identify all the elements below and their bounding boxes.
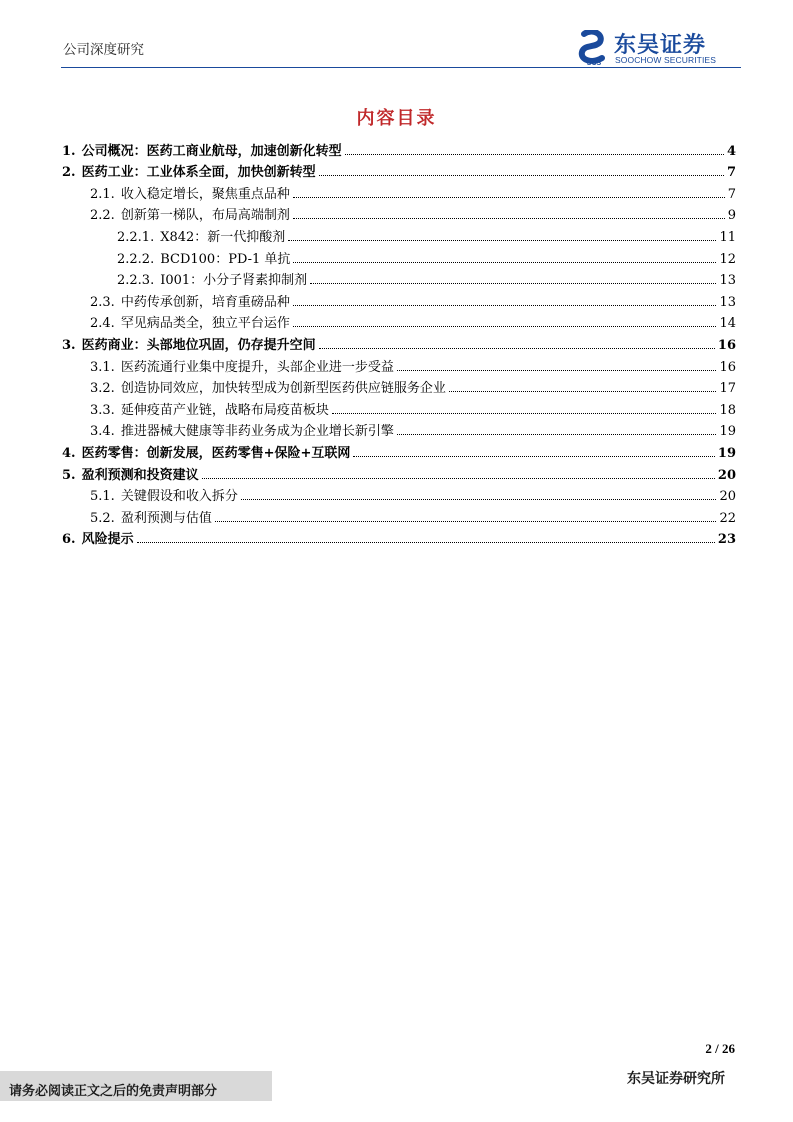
toc-leader-dots (449, 391, 717, 392)
toc-entry-title: 盈利预测与估值 (120, 510, 212, 526)
toc-entry[interactable] (62, 504, 736, 526)
toc-entry[interactable] (62, 483, 736, 505)
toc-entry-page: 16 (719, 359, 736, 375)
toc-entry-number: 2.3. (90, 294, 115, 310)
toc-leader-dots (293, 305, 717, 306)
toc-entry-page: 22 (719, 510, 736, 526)
toc-entry-title: 创造协同效应，加快转型成为创新型医药供应链服务企业 (120, 381, 446, 397)
brand-mark-text: SCS (586, 60, 602, 66)
toc-entry-title: 公司概况：医药工商业航母，加速创新化转型 (81, 143, 342, 159)
report-type-label: 公司深度研究 (63, 42, 144, 58)
toc-entry-number: 2.1. (90, 186, 115, 202)
toc-entry-page: 20 (717, 467, 736, 483)
toc-entry-title: 延伸疫苗产业链，战略布局疫苗板块 (120, 402, 329, 418)
brand-name-cn: 东吴证券 (614, 33, 707, 58)
toc-leader-dots (293, 326, 717, 327)
toc-entry-page: 7 (727, 186, 736, 202)
toc-entry[interactable] (62, 331, 736, 353)
toc-leader-dots (241, 499, 717, 500)
toc-entry-page: 14 (719, 316, 736, 332)
toc-entry[interactable] (62, 223, 736, 245)
toc-entry-number: 2.4. (90, 316, 115, 332)
toc-entry-number: 2.2.3. (117, 273, 155, 289)
toc-entry-number: 3. (62, 337, 76, 353)
toc-entry-number: 2.2. (90, 208, 115, 224)
toc-entry-page: 12 (719, 251, 736, 267)
toc-leader-dots (319, 348, 715, 349)
toc-leader-dots (137, 542, 715, 543)
toc-entry-page: 13 (719, 294, 736, 310)
toc-leader-dots (293, 197, 725, 198)
toc-entry-title: X842：新一代抑酸剂 (160, 229, 286, 245)
toc-entry-number: 3.3. (90, 402, 115, 418)
brand-logo (578, 28, 738, 68)
toc-entry[interactable] (62, 267, 736, 289)
toc-leader-dots (345, 154, 724, 155)
toc-entry-title: 推进器械大健康等非药业务成为企业增长新引擎 (120, 424, 394, 440)
toc-leader-dots (353, 456, 715, 457)
toc-entry-title: 中药传承创新，培育重磅品种 (120, 294, 290, 310)
toc-entry-page: 13 (719, 273, 736, 289)
toc-entry-number: 4. (62, 445, 76, 461)
toc-leader-dots (215, 521, 717, 522)
footer-disclaimer: 请务必阅读正文之后的免责声明部分 (9, 1084, 218, 1099)
toc-entry-page: 20 (719, 489, 736, 505)
toc-entry[interactable] (62, 180, 736, 202)
toc-entry[interactable] (62, 353, 736, 375)
toc-leader-dots (397, 370, 717, 371)
header-divider (61, 67, 741, 68)
toc-entry-page: 19 (717, 445, 736, 461)
toc-entry-page: 19 (719, 424, 736, 440)
toc-leader-dots (397, 434, 717, 435)
toc-entry-number: 3.2. (90, 381, 115, 397)
toc-entry-number: 3.1. (90, 359, 115, 375)
footer-institute: 东吴证券研究所 (627, 1071, 725, 1087)
table-of-contents (62, 137, 736, 547)
toc-entry-title: 关键假设和收入拆分 (120, 489, 238, 505)
brand-name-en: SOOCHOW SECURITIES (615, 55, 716, 65)
toc-entry-title: 罕见病品类全，独立平台运作 (120, 316, 290, 332)
toc-entry-page: 9 (727, 208, 736, 224)
toc-leader-dots (202, 478, 715, 479)
toc-entry-number: 6. (62, 532, 76, 548)
toc-entry[interactable] (62, 526, 736, 548)
page-number: 2 / 26 (705, 1041, 735, 1056)
toc-entry[interactable] (62, 418, 736, 440)
toc-entry-page: 7 (726, 165, 736, 181)
toc-entry-title: 医药零售：创新发展，医药零售+保险+互联网 (81, 445, 351, 461)
toc-entry-number: 2.2.1. (117, 229, 155, 245)
toc-entry[interactable] (62, 310, 736, 332)
toc-entry[interactable] (62, 137, 736, 159)
toc-leader-dots (293, 262, 716, 263)
toc-entry-number: 3.4. (90, 424, 115, 440)
toc-entry-page: 4 (726, 143, 736, 159)
toc-entry[interactable] (62, 202, 736, 224)
toc-entry-page: 18 (719, 402, 736, 418)
toc-entry[interactable] (62, 245, 736, 267)
toc-entry-number: 1. (62, 143, 76, 159)
toc-entry-number: 5. (62, 467, 76, 483)
toc-entry-title: I001：小分子肾素抑制剂 (160, 273, 308, 289)
toc-entry-title: 创新第一梯队，布局高端制剂 (120, 208, 290, 224)
toc-entry-title: BCD100：PD-1 单抗 (160, 251, 291, 267)
toc-entry-page: 11 (719, 229, 736, 245)
toc-leader-dots (293, 218, 725, 219)
toc-leader-dots (332, 413, 717, 414)
toc-leader-dots (310, 283, 716, 284)
toc-leader-dots (288, 240, 716, 241)
toc-entry-title: 风险提示 (81, 532, 134, 548)
toc-entry-number: 5.2. (90, 510, 115, 526)
toc-entry[interactable] (62, 461, 736, 483)
toc-entry[interactable] (62, 396, 736, 418)
toc-entry-title: 收入稳定增长，聚焦重点品种 (120, 186, 290, 202)
toc-entry-title: 医药商业：头部地位巩固，仍存提升空间 (81, 337, 316, 353)
toc-entry-page: 17 (719, 381, 736, 397)
toc-entry[interactable] (62, 375, 736, 397)
toc-entry[interactable] (62, 439, 736, 461)
brand-mark-icon (578, 30, 610, 66)
toc-entry-title: 盈利预测和投资建议 (81, 467, 199, 483)
toc-entry-number: 5.1. (90, 489, 115, 505)
toc-entry-title: 医药流通行业集中度提升，头部企业进一步受益 (120, 359, 394, 375)
toc-entry-title: 医药工业：工业体系全面，加快创新转型 (81, 165, 316, 181)
toc-entry[interactable] (62, 288, 736, 310)
toc-title: 内容目录 (356, 108, 437, 129)
toc-entry[interactable] (62, 159, 736, 181)
toc-entry-number: 2.2.2. (117, 251, 155, 267)
toc-entry-page: 16 (717, 337, 736, 353)
toc-leader-dots (319, 175, 724, 176)
toc-entry-page: 23 (717, 532, 736, 548)
toc-entry-number: 2. (62, 165, 76, 181)
